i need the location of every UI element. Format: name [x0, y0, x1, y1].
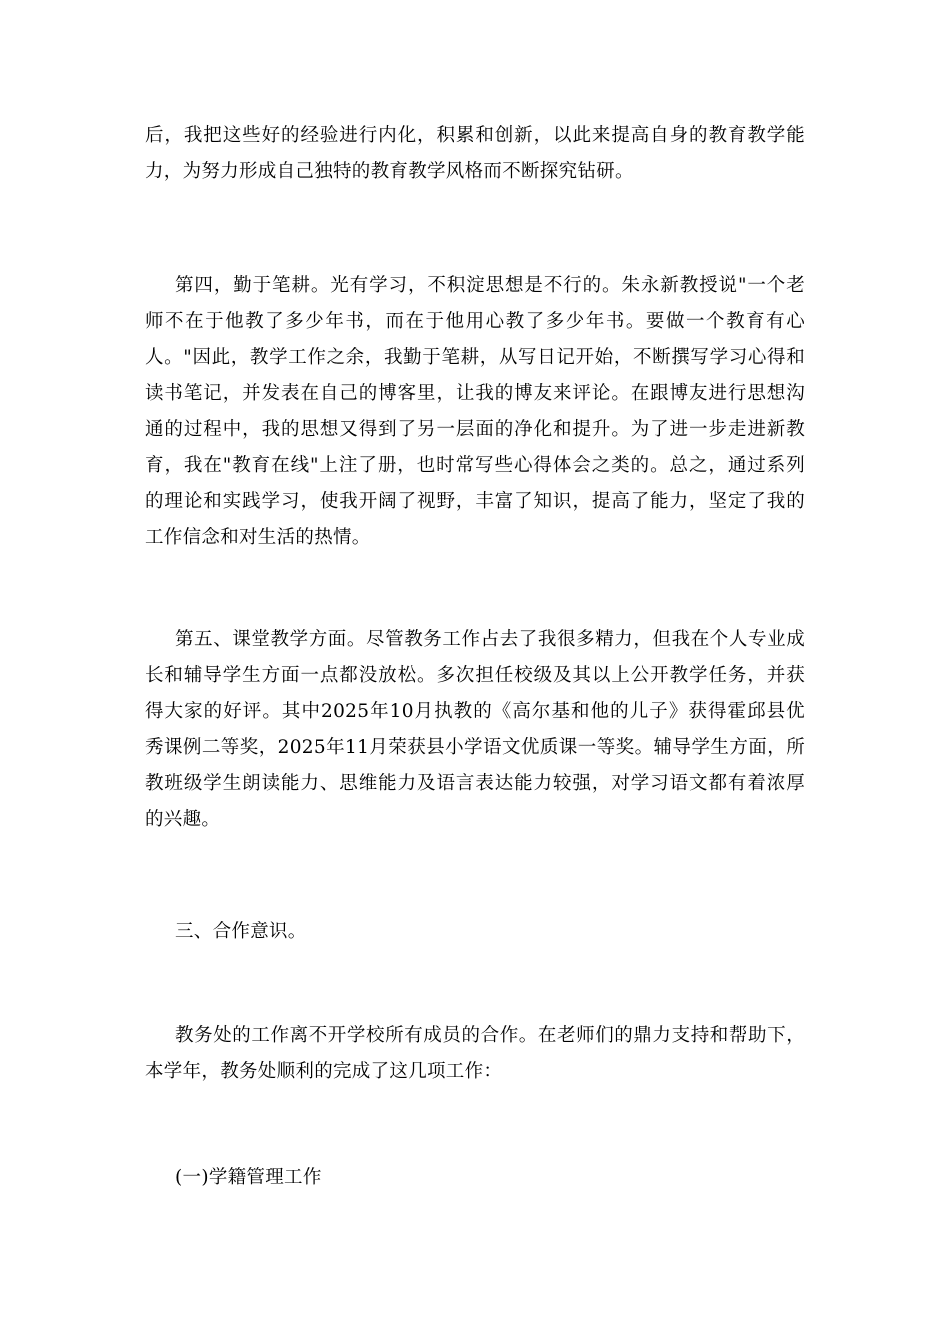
section-heading-cooperation: [145, 914, 805, 950]
text-line: 本学年，教务处顺利的完成了这几项工作：: [145, 1061, 503, 1082]
text-line: 教务处的工作离不开学校所有成员的合作。在老师们的鼎力支持和帮助下，: [175, 1025, 805, 1046]
subheading-student-records: [145, 1160, 805, 1196]
text-line: 的兴趣。: [145, 809, 221, 830]
text-line: 师不在于他教了多少年书，而在于他用心教了多少年书。要做一个教育有心: [145, 311, 805, 332]
text-line: 通的过程中，我的思想又得到了另一层面的净化和提升。为了进一步走进新教: [145, 419, 805, 440]
text-line: 得大家的好评。其中2025年10月执教的《高尔基和他的儿子》获得霍邱县优: [145, 701, 805, 722]
paragraph-experience: [145, 118, 805, 190]
text-line: 后，我把这些好的经验进行内化，积累和创新，以此来提高自身的教育教学能: [145, 125, 805, 146]
text-line: 力，为努力形成自己独特的教育教学风格而不断探究钻研。: [145, 161, 634, 182]
text-line: 教班级学生朗读能力、思维能力及语言表达能力较强，对学习语文都有着浓厚: [145, 773, 805, 794]
paragraph-fifth-teaching: [145, 622, 805, 838]
text-line: 的理论和实践学习，使我开阔了视野，丰富了知识，提高了能力，坚定了我的: [145, 491, 805, 512]
paragraph-cooperation: [145, 1018, 805, 1090]
text-line: 第四，勤于笔耕。光有学习，不积淀思想是不行的。朱永新教授说"一个老: [175, 275, 805, 296]
text-line: 工作信念和对生活的热情。: [145, 527, 371, 548]
text-line: 育，我在"教育在线"上注了册，也时常写些心得体会之类的。总之，通过系列: [145, 455, 805, 476]
text-line: 人。"因此，教学工作之余，我勤于笔耕，从写日记开始，不断撰写学习心得和: [145, 347, 805, 368]
text-line: 读书笔记，并发表在自己的博客里，让我的博友来评论。在跟博友进行思想沟: [145, 383, 805, 404]
text-line: 秀课例二等奖，2025年11月荣获县小学语文优质课一等奖。辅导学生方面，所: [145, 737, 805, 758]
text-line: (一)学籍管理工作: [175, 1167, 322, 1188]
text-line: 长和辅导学生方面一点都没放松。多次担任校级及其以上公开教学任务，并获: [145, 665, 805, 686]
paragraph-fourth-writing: [145, 268, 805, 556]
text-line: 第五、课堂教学方面。尽管教务工作占去了我很多精力，但我在个人专业成: [175, 629, 805, 650]
text-line: 三、合作意识。: [175, 921, 307, 942]
